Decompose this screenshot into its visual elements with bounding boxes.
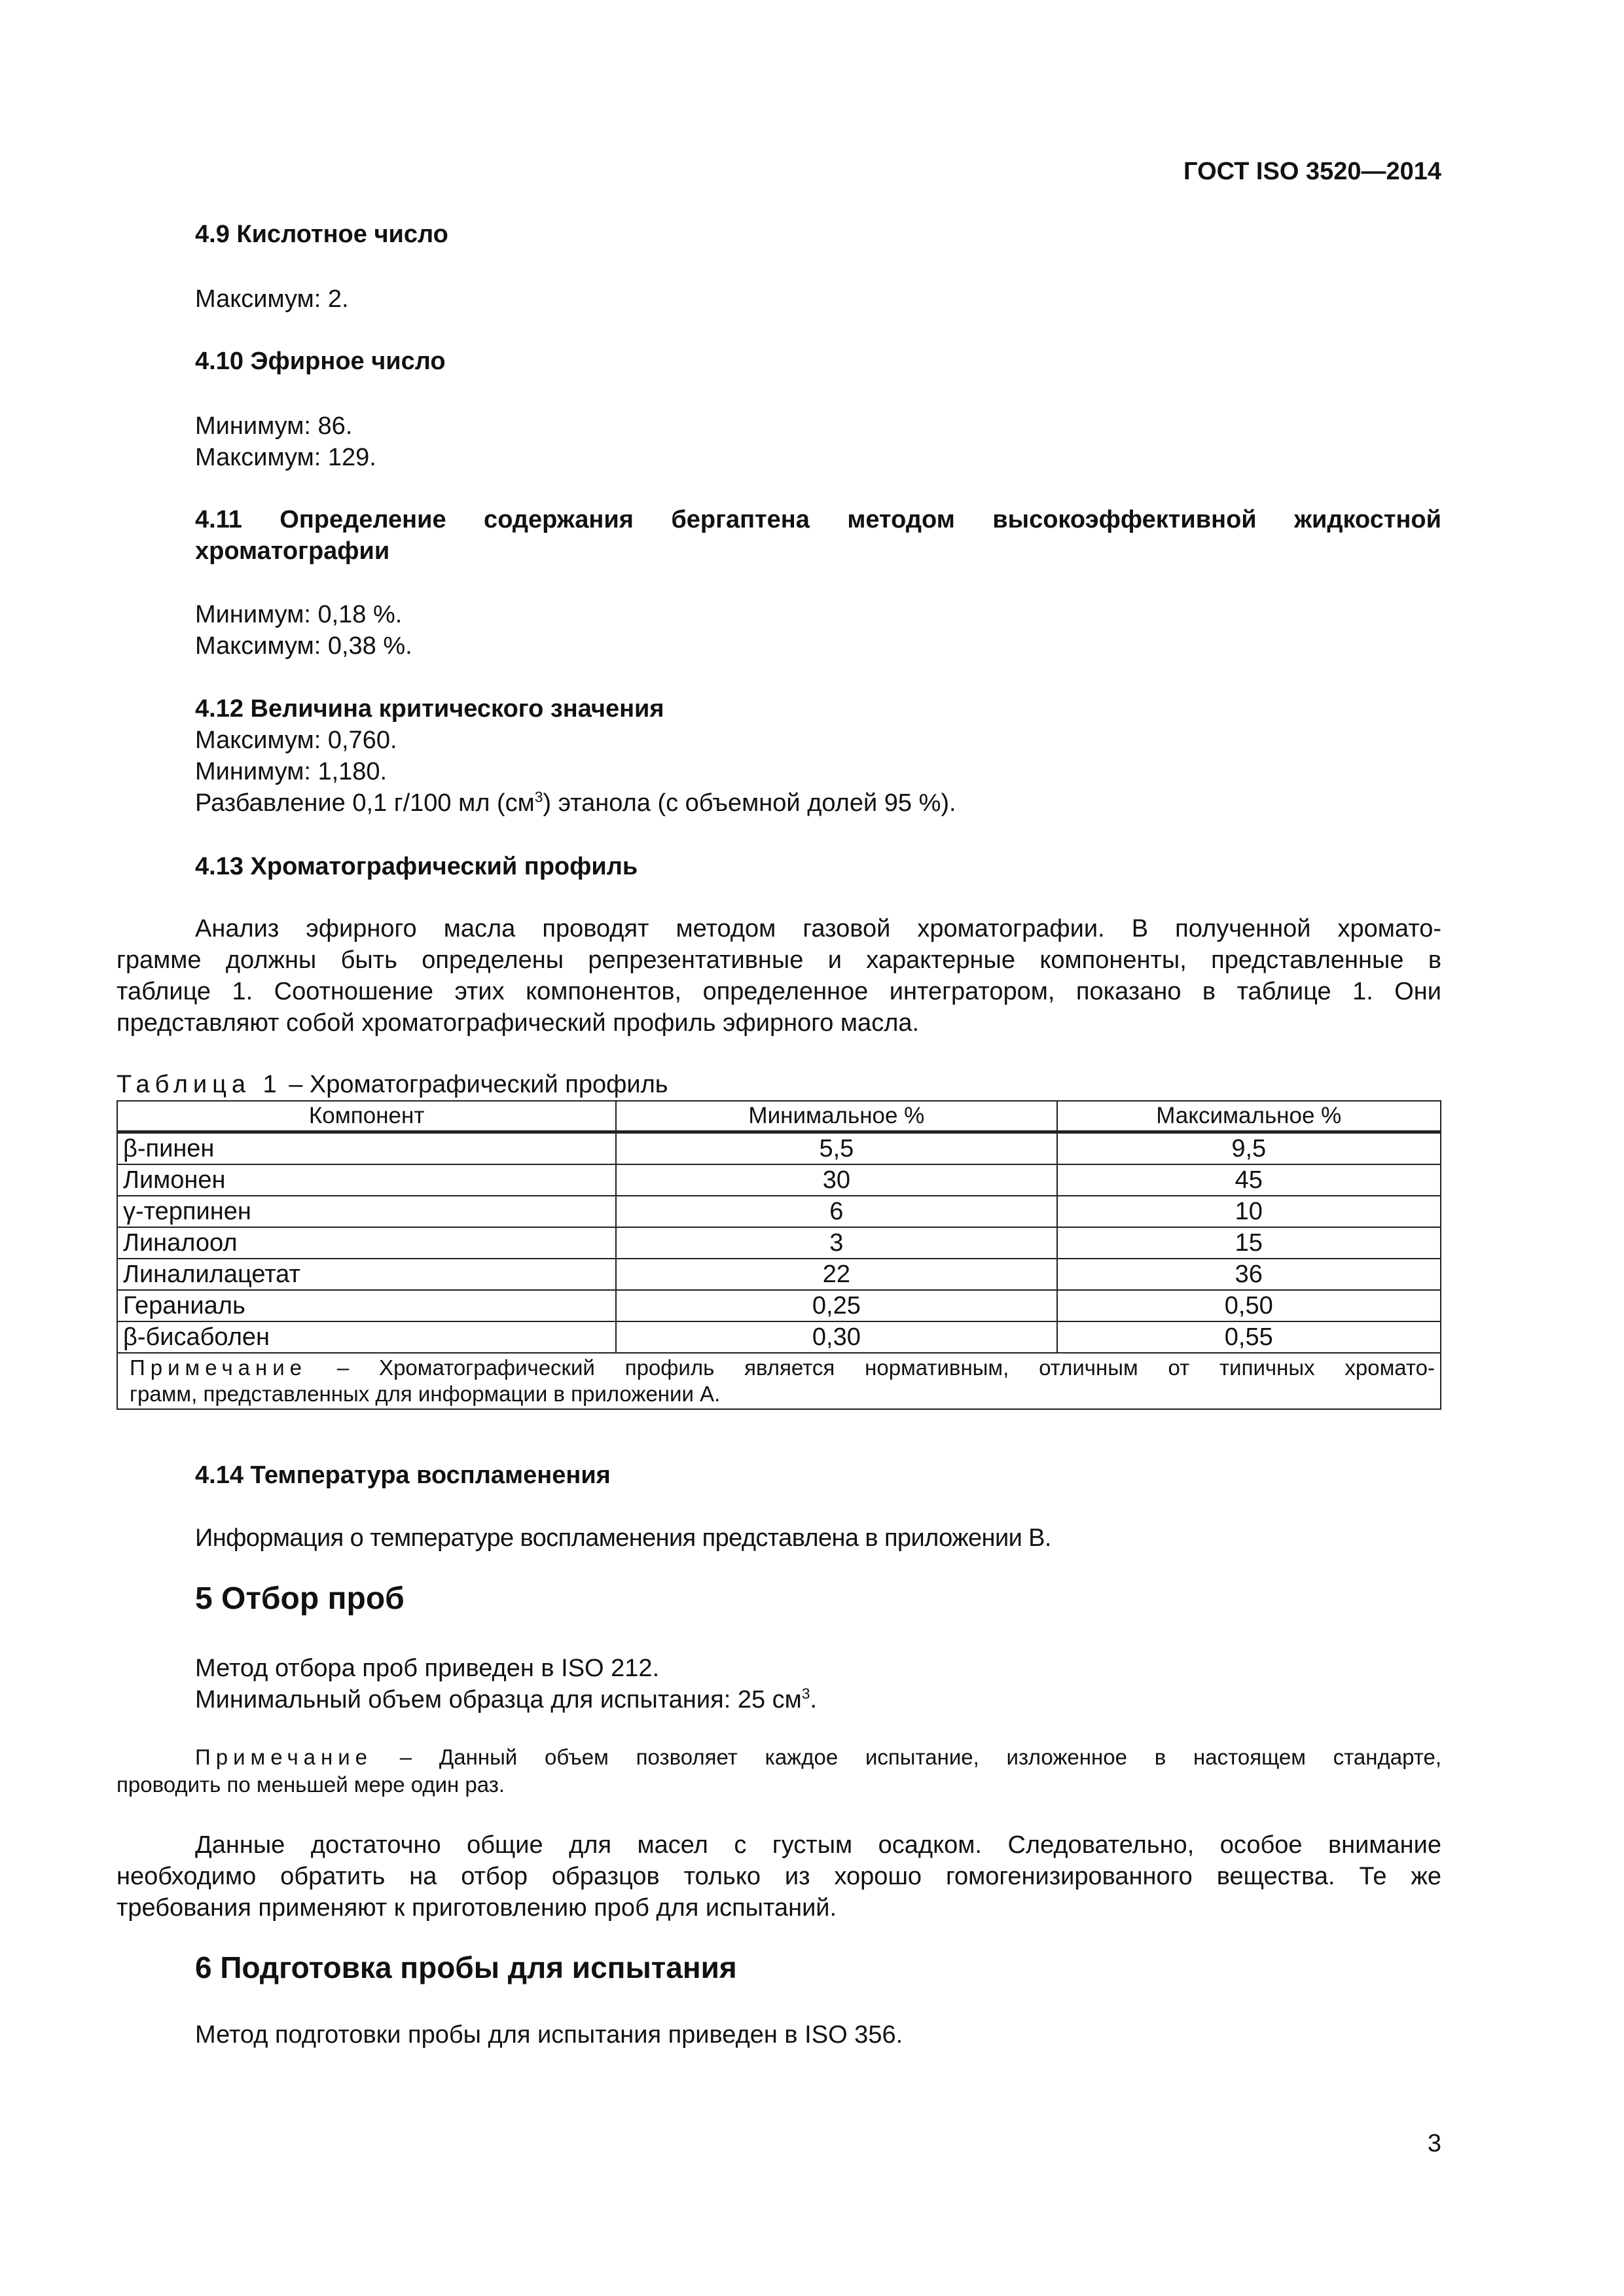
min-cell: 0,30 <box>616 1321 1056 1353</box>
section-4-10-min: Минимум: 86. <box>195 412 353 440</box>
section-4-12-dilution: Разбавление 0,1 г/100 мл $(см^3)$ этанола (с объемной долей 95 %). <box>195 788 956 817</box>
column-header-max: Максимальное % <box>1057 1101 1441 1132</box>
table-note: Примечание – Хроматографический профиль является нормативным, отличным от типичных хромато- грамм, представленных для информации в приложении А. <box>117 1353 1441 1409</box>
column-header-component: Компонент <box>117 1101 616 1132</box>
table-header-row <box>117 1101 1441 1132</box>
table-note-row <box>117 1353 1441 1409</box>
section-5-paragraph: Данные достаточно общие для масел с густым осадком. Следовательно, особое внимание необходимо обратить на отбор образцов только из хорошо гомогенизированного вещества. Те же требования применяют к приготовлению проб для испытаний. <box>117 1831 1441 1922</box>
column-header-min: Минимальное % <box>616 1101 1056 1132</box>
table-row <box>117 1321 1441 1353</box>
max-cell: 45 <box>1057 1164 1441 1196</box>
component-cell: β-бисаболен <box>117 1321 616 1353</box>
min-cell: 30 <box>616 1164 1056 1196</box>
section-4-13-paragraph: Анализ эфирного масла проводят методом газовой хроматографии. В полученной хромато- грамме должны быть определены репрезентативные и характерные компоненты, представленные в таблице 1. Соотношение этих компонентов, определенное интегратором, показано в таблице 1. Они представляют собой хроматографический профиль эфирного масла. <box>117 915 1441 1037</box>
section-5-title: 5 Отбор проб <box>195 1581 405 1616</box>
table-row <box>117 1227 1441 1259</box>
table-caption: Таблица 1 – Хроматографический профиль <box>117 1071 668 1098</box>
section-4-14-text: Информация о температуре воспламенения представлена в приложении В. <box>195 1524 1051 1552</box>
table-row <box>117 1290 1441 1321</box>
section-4-12-max: Максимум: 0,760. <box>195 726 397 754</box>
section-4-11-title-line1: 4.11 Определение содержания бергаптена методом высокоэффективной жидкостной <box>195 506 1441 533</box>
section-4-9-text: Максимум: 2. <box>195 285 349 313</box>
min-cell: 22 <box>616 1259 1056 1290</box>
min-cell: 6 <box>616 1196 1056 1227</box>
section-4-11-max: Максимум: 0,38 %. <box>195 632 412 660</box>
max-cell: 0,55 <box>1057 1321 1441 1353</box>
section-4-12-title: 4.12 Величина критического значения <box>195 695 664 723</box>
section-6-text: Метод подготовки пробы для испытания приведен в ISO 356. <box>195 2021 903 2049</box>
section-5-method: Метод отбора проб приведен в ISO 212. <box>195 1655 660 1682</box>
section-4-11-title-line2: хроматографии <box>195 537 390 565</box>
min-cell: 5,5 <box>616 1132 1056 1165</box>
table-row <box>117 1132 1441 1165</box>
component-cell: Лимонен <box>117 1164 616 1196</box>
max-cell: 10 <box>1057 1196 1441 1227</box>
page-number: 3 <box>1427 2130 1441 2157</box>
max-cell: 9,5 <box>1057 1132 1441 1165</box>
document-code: ГОСТ ISO 3520—2014 <box>1183 158 1441 185</box>
section-4-13-title: 4.13 Хроматографический профиль <box>195 853 638 880</box>
component-cell: γ-терпинен <box>117 1196 616 1227</box>
section-6-title: 6 Подготовка пробы для испытания <box>195 1950 737 1984</box>
table-row <box>117 1164 1441 1196</box>
section-4-9-title: 4.9 Кислотное число <box>195 221 448 248</box>
table-row <box>117 1196 1441 1227</box>
component-cell: β-пинен <box>117 1132 616 1165</box>
min-cell: 3 <box>616 1227 1056 1259</box>
component-cell: Линалилацетат <box>117 1259 616 1290</box>
section-4-11-min: Минимум: 0,18 %. <box>195 601 403 628</box>
component-cell: Гераниаль <box>117 1290 616 1321</box>
section-4-14-title: 4.14 Температура воспламенения <box>195 1462 611 1489</box>
section-4-10-max: Максимум: 129. <box>195 444 376 471</box>
max-cell: 0,50 <box>1057 1290 1441 1321</box>
max-cell: 15 <box>1057 1227 1441 1259</box>
section-5-min-volume: Минимальный объем образца для испытания: 25 $см^3$. <box>195 1685 818 1713</box>
chromatographic-profile-table <box>117 1100 1441 1410</box>
min-cell: 0,25 <box>616 1290 1056 1321</box>
max-cell: 36 <box>1057 1259 1441 1290</box>
component-cell: Линалоол <box>117 1227 616 1259</box>
section-4-10-title: 4.10 Эфирное число <box>195 348 446 375</box>
table-row <box>117 1259 1441 1290</box>
section-4-12-min: Минимум: 1,180. <box>195 758 388 785</box>
section-5-note: Примечание – Данный объем позволяет каждое испытание, изложенное в настоящем стандарте, проводить по меньшей мере один раз. <box>117 1745 1441 1797</box>
